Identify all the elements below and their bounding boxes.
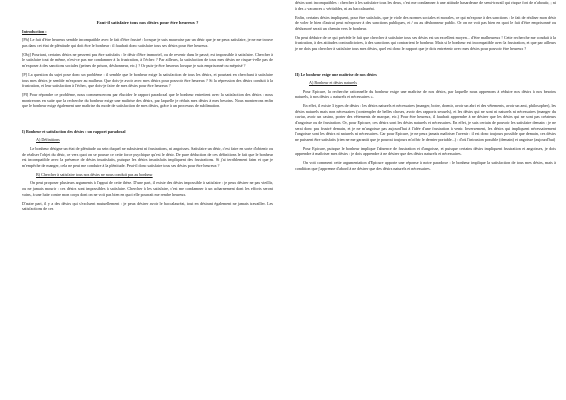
paragraph-social-norms: Enfin, certains désirs impliquent, pour être satisfaits, que je viole des normes sociales et morales, ce qui m'expose à des sanctions : le fait de réaliser mon désir de voler le bien d'autrui peut m'exposer à des sanctions publiques, et / ou au déshonneur public. Or on ne voit pas bien en quoi le fait d'être emprisonné ou déshonoré serait un chemin vers le bonheur.	[295, 14, 556, 31]
paragraph-definitions: Le bonheur désigne un état de plénitude au sein duquel ne subsistent ni frustrations, ni angoisses. Satisfaire un désir, c'est faire en sorte d'obtenir ou de réaliser l'objet du désir, ce vers quoi on se pousse ce cette force psychique qu'est le désir. De pure déduction de ces définitions le fait que le bonheur est incompatible avec la présence de désirs insatisfaits, puisque les désirs insatisfaits impliquent des frustrations. Si j'ai terriblement faim et que je m'empêche de manger, cela ne peut me conduire à la plénitude. Peut-il donc satisfaire tous ses désirs pour être heureux ?	[22, 146, 273, 168]
paragraph-plan: [Pl] Pour répondre ce problème, nous commencerons par élucider le rapport paradoxal que le bonheur entretient avec la satisfaction des désirs : nous montrerons en suite que la recherche du bonheur exige une maîtrise des désirs, par laquelle je réduis mes désirs à mes besoins. Nous montrerons enfin que le bonheur exige également une maîtrise du mode de satisfaction de mes désirs, grâce à un processus de sublimation.	[22, 92, 273, 109]
subsection-b-heading	[36, 172, 273, 178]
paragraph-objection: [Obj] Pourtant, certains désirs ne peuvent pas être satisfaits : le désir d'être immortel, ou de revenir dans le passé, est impossible à satisfaire. Chercher à le satisfaire tout de même, n'est-ce pas me condamner à la frustration, à l'échec ? Par ailleurs, la satisfaction de tous mes désirs ne risque-t-elle pas de m'exposer à des sanctions sociales (peines de prison, déshonneur, etc.) ? Or puis-je être heureux lorsque je suis emprisonné ou méprisé ?	[22, 51, 273, 68]
paragraph-paradox-answer: On voit comment cette argumentation d'Epicure apporte une réponse à notre paradoxe : le bonheur implique la satisfaction de tous mes désirs, mais à condition que j'apprenne d'abord à ne désirer que des désirs naturels et nécessaires.	[295, 160, 556, 172]
paragraph-arguments: On peut proposer plusieurs arguments à l'appui de cette thèse. D'une part, il existe des désirs impossible à satisfaire : je peux désirer ne pas vieillir, ou ne jamais mourir : ces désirs sont impossibles à satisfaire. Chercher à les satisfaire, c'est me condamner à un acharnement dont les efforts seront vains, à une lutte contre mon corps dont on ne voit pas bien en quoi elle pourrait me rendre heureux.	[22, 180, 273, 197]
paragraph-mutual-exclusion: D'autre part, il y a des désirs qui s'excluent mutuellement : je peux désirer avoir le baccalauréat, tout en désirant également ne jamais travailler. Les satisfactions de ces	[22, 200, 273, 212]
subsection-a-heading	[36, 137, 273, 143]
introduction-heading: Introduction :	[22, 28, 47, 34]
paragraph-conclusion-part1: On peut déduire de ce qui précède le fait que chercher à satisfaire tous ses désirs est un excellent moyen... d'être malheureux ! Cette recherche me conduit à la frustration, à des attitudes contradictoires, à des sanctions qui contrarient le bonheur. Mais si le bonheur est incompatible avec la frustration, et que par ailleurs je ne dois pas chercher à satisfaire tous mes désirs, quel est donc le rapport que je dois entretenir avec mes désirs pour pouvoir être heureux ?	[295, 34, 556, 51]
subsection-a-label: A) Définitions	[36, 137, 60, 143]
paragraph-problem: [P] La question du sujet pose donc un problème : il semble que le bonheur exige la satisfaction de tous les désirs, et pourtant en cherchant à satisfaire tous mes désirs je semble m'exposer au malheur. Que dois-je avoir avec mes désirs pour pouvoir être heureux ? Si la répression des désirs conduit à la frustration, et leur satisfaction à l'échec, que dois-je faire de mes désirs pour être heureux ?	[22, 71, 273, 89]
subsection-2a-label: A) Bonheur et désirs naturels	[309, 80, 357, 86]
subsection-b-label: B) Chercher à satisfaire tous nos désirs ne nous conduit pas au bonheur	[36, 171, 153, 177]
right-page	[283, 0, 566, 400]
essay-title: Faut-il satisfaire tous nos désirs pour être heureux ?	[96, 20, 199, 25]
section-1-heading: I) Bonheur et satisfaction des désirs : un rapport paradoxal	[22, 128, 126, 134]
paragraph-epicure-intro: Pour Epicure, la recherche rationnelle du bonheur exige une maîtrise de nos désirs, par laquelle nous apprenons à réduire nos désirs à nos besoins naturels, à nos désirs « naturels et nécessaires ».	[295, 88, 556, 100]
paragraph-incompatible-desires: désirs sont incompatibles : chercher à les satisfaire tous les deux, c'est me condamner à une attitude hasardeuse de semi-travail qui risque fort de n'aboutir, ; ni à des « vacances » véritables, ni au baccalauréat.	[295, 0, 556, 11]
subsection-2a-heading	[309, 80, 556, 86]
section-2-heading: II) Le bonheur exige une maîtrise de nos désirs	[295, 71, 377, 77]
paragraph-phrase-1: [Ph] Le fait d'être heureux semble incompatible avec le fait d'être frustré : lorsque je suis mauvaise par un désir que je ne peux satisfaire, je ne me trouve pas dans cet état de plénitude qui doit être le bonheur : il faudrait donc satisfaire tous ses désirs pour être heureux.	[22, 37, 273, 48]
paragraph-three-types: En effet, il existe 3 types de désirs : les désirs naturels et nécessaires (manger, boire, dormir, avoir un abri et des vêtements, avoir un ami, philosopher), les désirs naturels mais non nécessaires (contempler de belles choses, avoir des rapports sexuels), et les désirs qui ne sont ni naturels ni nécessaires (manger du caviar, avoir un casino, porter des vêtements de marque, etc.) Pour être heureux, il faudrait apprendre à ne désirer que les désirs qui ne sont pas créateurs d'angoisse ou de frustration. Or, pour Epicure, ces désirs sont les désirs naturels et nécessaires. En effet, je suis certain de pouvoir les satisfaire demain : je ne serai donc pas frustré demain, et je ne m'angoisse pas aujourd'hui à l'idée d'une frustration à venir. Inversement, les désirs qui impliquent nécessairement l'angoisse sont les désirs ni naturels ni nécessaires. Car pour Epicure, je ne peux jamais maîtriser l'avenir : il est donc toujours possible que demain, ces désirs ne puissent être satisfaits (rien ne me garantit que je pourrai toujours m'offrir le dernier portable...) : d'où l'intrusion possible (demain) et angoisse (aujourd'hui)	[295, 103, 556, 142]
paragraph-epicure-mastery: Pour Epicure, puisque le bonheur implique l'absence de frustration et d'angoisse, et puisque certains désirs impliquent frustration et angoisses, je dois apprendre à maîtriser mes désirs : je dois apprendre à ne désirer que des désirs naturels et nécessaires.	[295, 145, 556, 157]
